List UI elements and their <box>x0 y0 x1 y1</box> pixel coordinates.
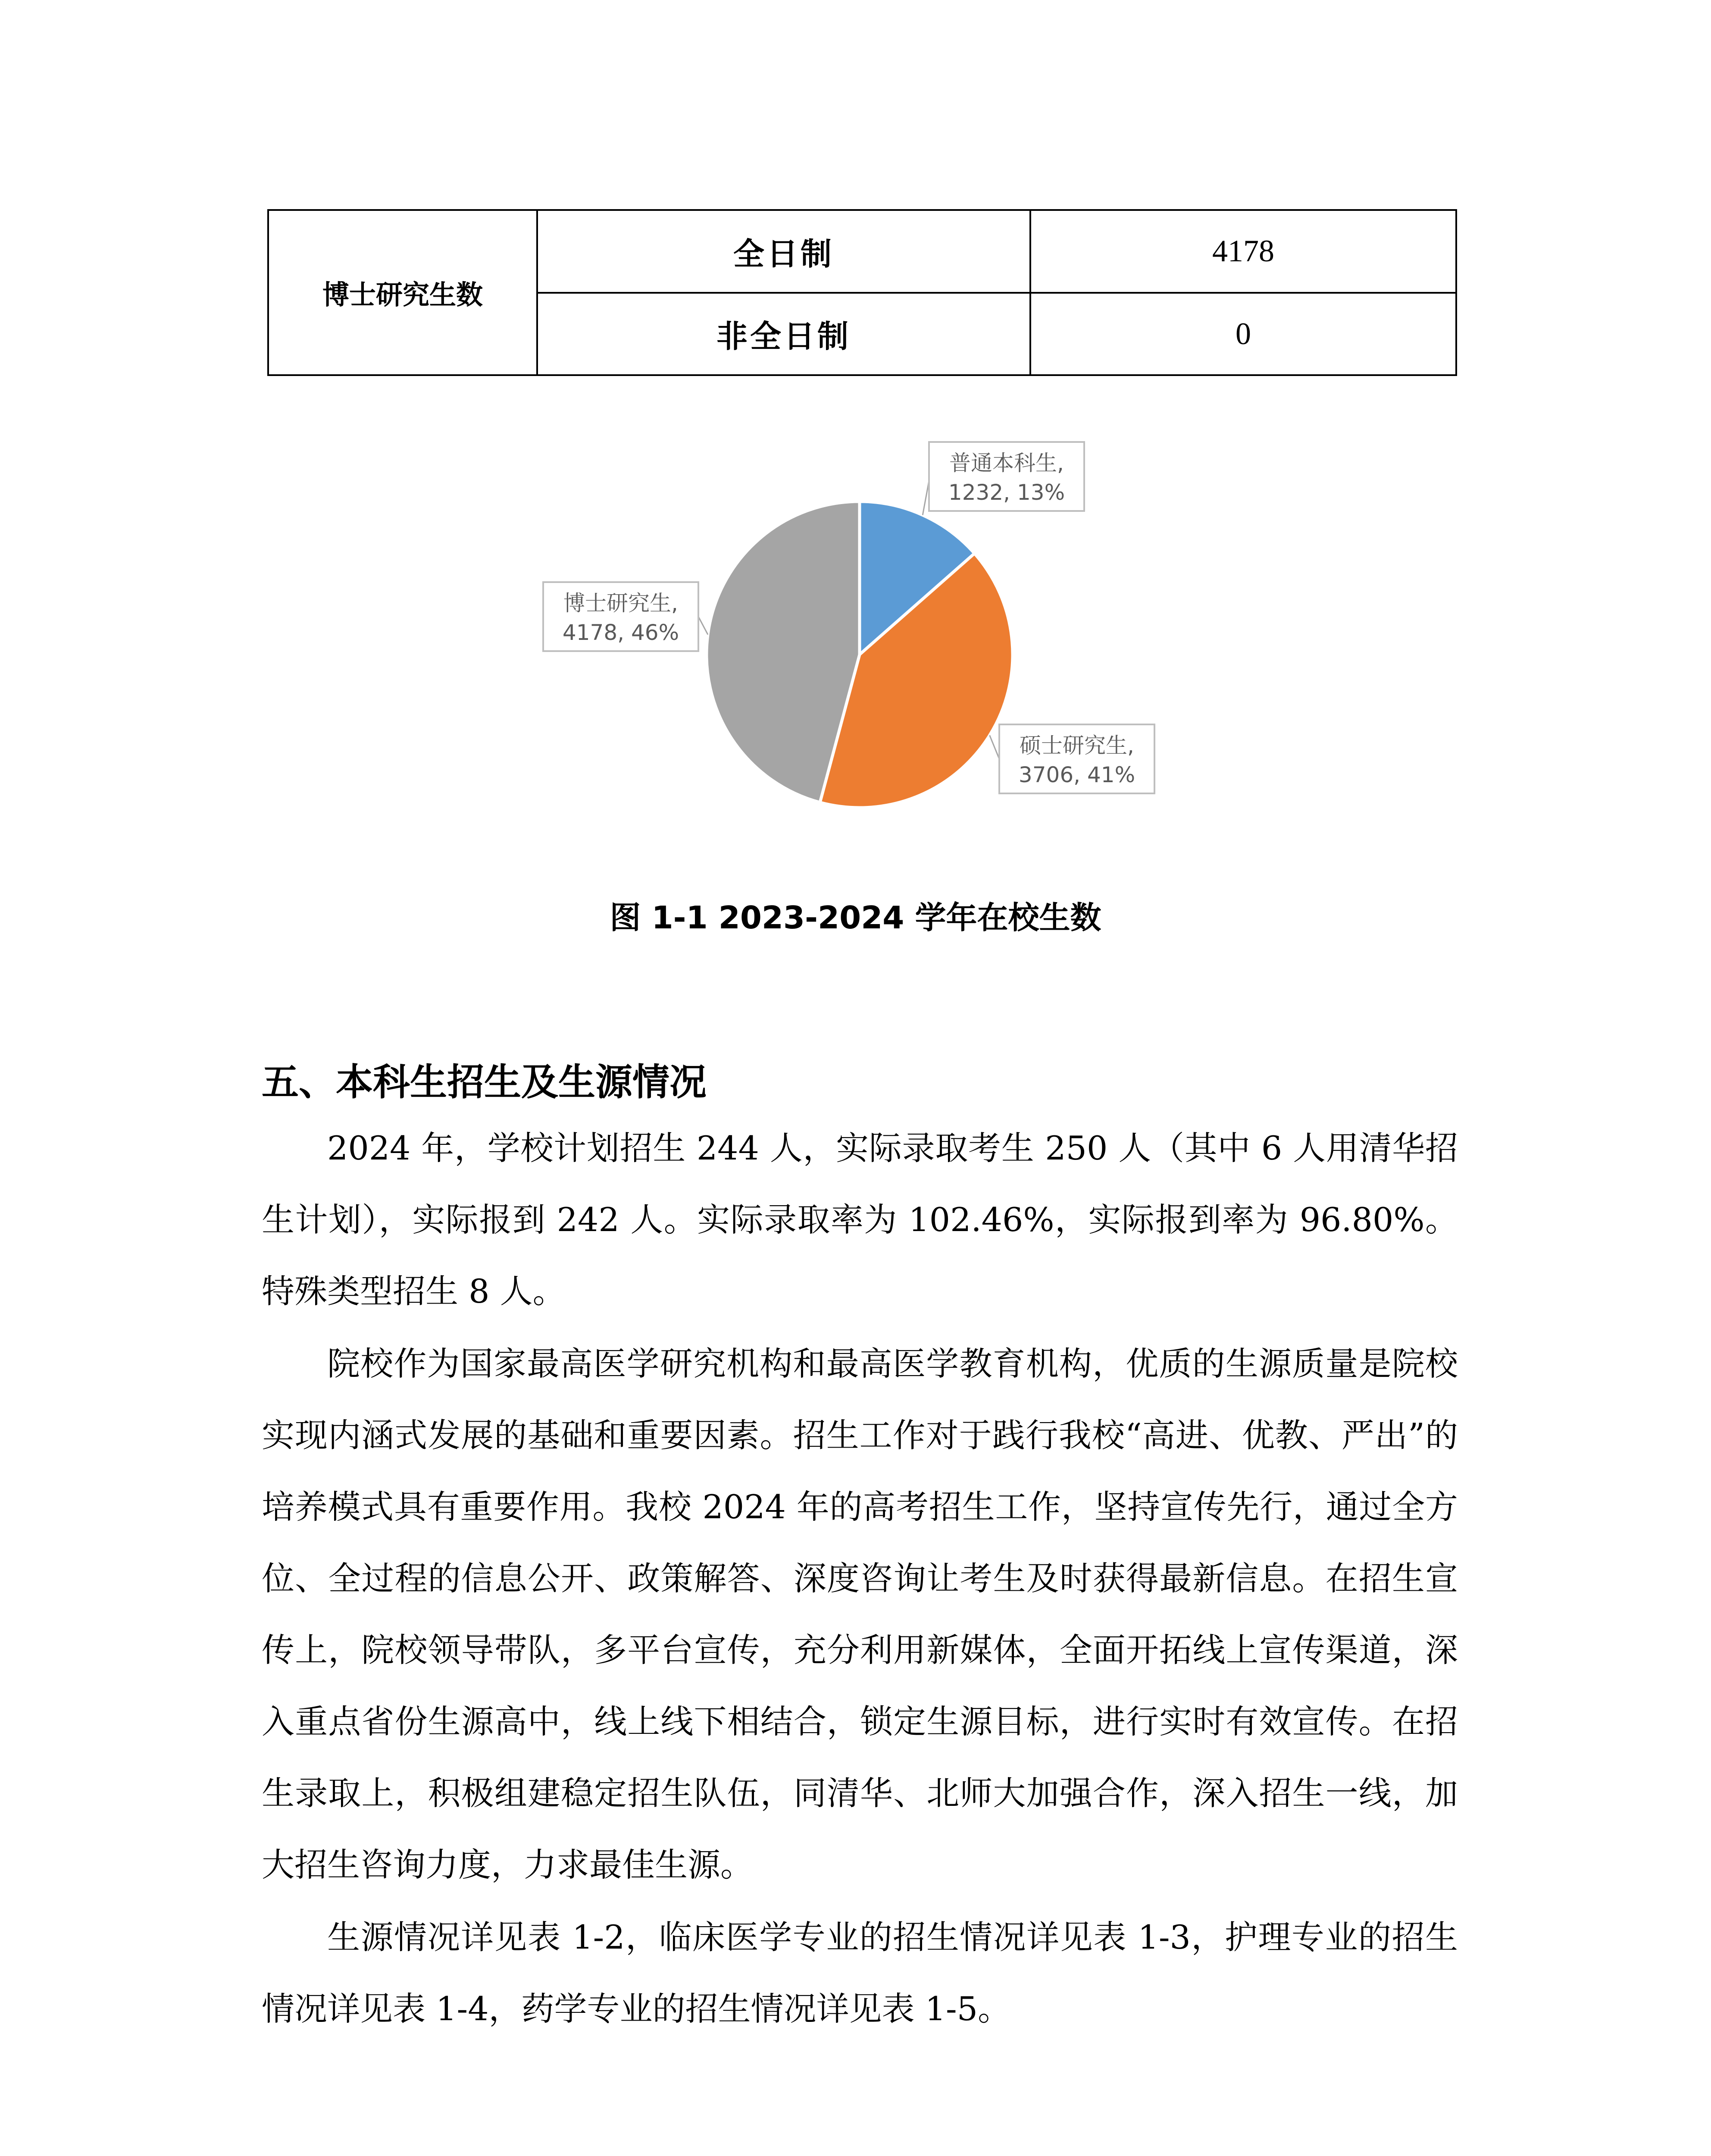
pie-leader-line <box>990 735 999 759</box>
table-row-header: 博士研究生数 <box>268 210 537 375</box>
table-cell-label: 非全日制 <box>537 293 1030 376</box>
table-cell-value: 4178 <box>1030 210 1456 293</box>
pie-label-value: 3706, 41% <box>1018 762 1135 787</box>
pie-label-value: 4178, 46% <box>562 620 679 645</box>
pie-leader-line <box>923 481 929 515</box>
pie-label-category: 硕士研究生, <box>1020 733 1134 758</box>
pie-label-value: 1232, 13% <box>948 480 1065 505</box>
pie-label-category: 博士研究生, <box>563 591 678 616</box>
pie-leader-line <box>698 617 708 635</box>
pie-chart <box>517 423 1207 832</box>
pie-label-category: 普通本科生, <box>949 451 1064 476</box>
table-cell-label: 全日制 <box>537 210 1030 293</box>
enrollment-table <box>267 209 1457 376</box>
figure-caption: 图 1-1 2023-2024 学年在校生数 <box>610 899 1101 936</box>
paragraph: 生源情况详见表 1-2，临床医学专业的招生情况详见表 1-3，护理专业的招生情况详见表 1-4，药学专业的招生情况详见表 1-5。 <box>262 1918 1458 2028</box>
section-heading: 五、本科生招生及生源情况 <box>262 1061 707 1104</box>
paragraph: 2024 年，学校计划招生 244 人，实际录取考生 250 人（其中 6 人用清华招生计划），实际报到 242 人。实际录取率为 102.46%，实际报到率为 96.80%。特殊类型招生 8 人。 <box>262 1129 1458 1310</box>
table-row <box>268 210 1456 293</box>
table-cell-value: 0 <box>1030 293 1456 376</box>
paragraph: 院校作为国家最高医学研究机构和最高医学教育机构，优质的生源质量是院校实现内涵式发展的基础和重要因素。招生工作对于践行我校“高进、优教、严出”的培养模式具有重要作用。我校 2024 年的高考招生工作，坚持宣传先行，通过全方位、全过程的信息公开、政策解答、深度咨询让考生及时获得最新信息。在招生宣传上，院校领导带队，多平台宣传，充分利用新媒体，全面开拓线上宣传渠道，深入重点省份生源高中，线上线下相结合，锁定生源目标，进行实时有效宣传。在招生录取上，积极组建稳定招生队伍，同清华、北师大加强合作，深入招生一线，加大招生咨询力度，力求最佳生源。 <box>262 1344 1458 1884</box>
